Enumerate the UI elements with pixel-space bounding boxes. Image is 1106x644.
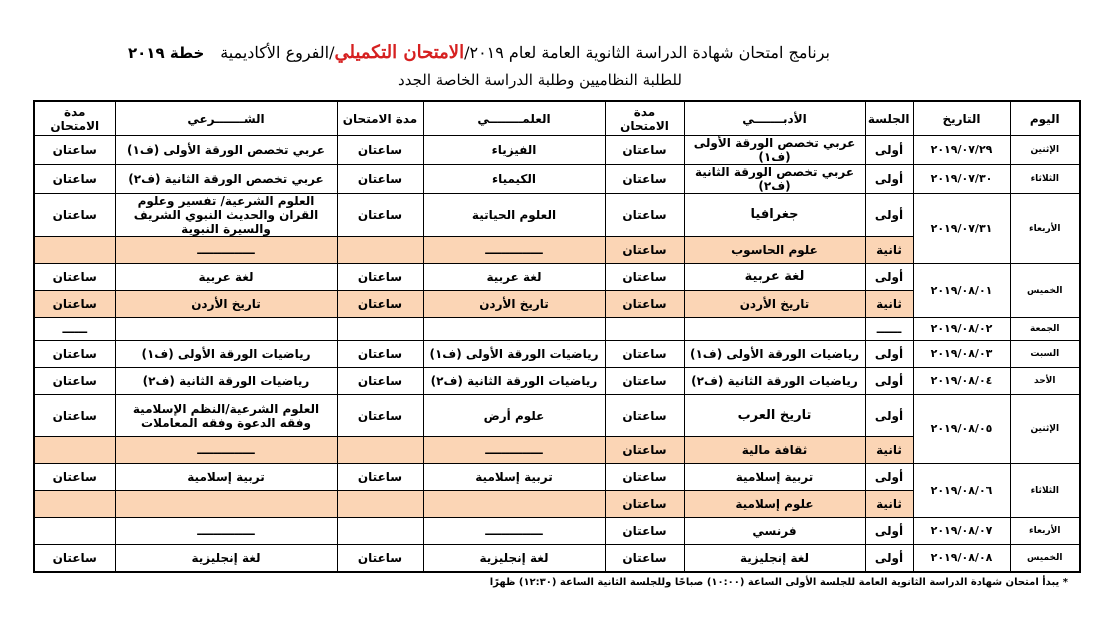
table-row	[34, 395, 1080, 437]
session-cell: أولى	[865, 464, 913, 491]
session-cell: ــــــ	[865, 318, 913, 341]
literary-subject: رياضيات الورقة الأولى (ف١)	[684, 341, 865, 368]
table-row	[34, 165, 1080, 194]
scientific-duration	[337, 518, 423, 545]
date-cell: ٢٠١٩/٠٧/٢٩	[913, 136, 1010, 165]
sharia-duration: ساعتان	[34, 194, 115, 237]
day-cell: الأحد	[1010, 368, 1080, 395]
sharia-subject	[115, 491, 337, 518]
literary-subject: جغرافيا	[684, 194, 865, 237]
session-cell: أولى	[865, 368, 913, 395]
literary-subject: لغة إنجليزية	[684, 545, 865, 572]
session-cell: أولى	[865, 395, 913, 437]
sharia-duration: ساعتان	[34, 368, 115, 395]
sharia-duration: ساعتان	[34, 165, 115, 194]
literary-duration: ساعتان	[605, 237, 684, 264]
sharia-duration	[34, 437, 115, 464]
sharia-subject: رياضيات الورقة الثانية (ف٢)	[115, 368, 337, 395]
sharia-duration: ــــــ	[34, 318, 115, 341]
scientific-subject: ــــــــــــــ	[423, 437, 605, 464]
date-cell: ٢٠١٩/٠٨/٠٧	[913, 518, 1010, 545]
sharia-subject	[115, 318, 337, 341]
sharia-duration	[34, 491, 115, 518]
scientific-duration	[337, 237, 423, 264]
table-row	[34, 368, 1080, 395]
literary-duration: ساعتان	[605, 264, 684, 291]
sharia-duration: ساعتان	[34, 264, 115, 291]
sharia-duration: ساعتان	[34, 545, 115, 572]
header-literary: الأدبـــــــي	[684, 101, 865, 136]
literary-duration: ساعتان	[605, 491, 684, 518]
scientific-duration	[337, 318, 423, 341]
scientific-duration: ساعتان	[337, 194, 423, 237]
table-row	[34, 318, 1080, 341]
date-cell: ٢٠١٩/٠٨/٠٤	[913, 368, 1010, 395]
sharia-subject: لغة إنجليزية	[115, 545, 337, 572]
session-cell: أولى	[865, 165, 913, 194]
literary-subject: ثقافة مالية	[684, 437, 865, 464]
scientific-subject: ــــــــــــــ	[423, 518, 605, 545]
day-cell: الخميس	[1010, 264, 1080, 318]
literary-subject: لغة عربية	[684, 264, 865, 291]
literary-subject: علوم إسلامية	[684, 491, 865, 518]
sharia-subject: عربي تخصص الورقة الثانية (ف٢)	[115, 165, 337, 194]
scientific-subject: لغة إنجليزية	[423, 545, 605, 572]
scientific-subject: الكيمياء	[423, 165, 605, 194]
literary-duration: ساعتان	[605, 341, 684, 368]
scientific-duration: ساعتان	[337, 264, 423, 291]
scientific-duration: ساعتان	[337, 545, 423, 572]
day-cell: الإثنين	[1010, 136, 1080, 165]
date-cell: ٢٠١٩/٠٧/٣١	[913, 194, 1010, 264]
table-row	[34, 194, 1080, 237]
literary-subject: علوم الحاسوب	[684, 237, 865, 264]
date-cell: ٢٠١٩/٠٨/٠٥	[913, 395, 1010, 464]
session-cell: أولى	[865, 518, 913, 545]
literary-duration: ساعتان	[605, 545, 684, 572]
session-cell: ثانية	[865, 437, 913, 464]
day-cell: الجمعة	[1010, 318, 1080, 341]
table-row	[34, 464, 1080, 491]
title-highlight: الامتحان التكميلي	[334, 42, 465, 63]
session-cell: ثانية	[865, 291, 913, 318]
literary-subject: رياضيات الورقة الثانية (ف٢)	[684, 368, 865, 395]
plan-label: خطة ٢٠١٩	[128, 44, 205, 62]
table-row	[34, 264, 1080, 291]
scientific-duration: ساعتان	[337, 291, 423, 318]
footnote: * يبدأ امتحان شهادة الدراسة الثانوية العامة للجلسة الأولى الساعة (١٠:٠٠) صباحًا وللجلسة الثانية الساعة (١٢:٣٠) ظهرًا	[489, 577, 1068, 588]
title-suffix: /الفروع الأكاديمية	[220, 43, 335, 62]
literary-duration: ساعتان	[605, 194, 684, 237]
table-row	[34, 518, 1080, 545]
scientific-duration: ساعتان	[337, 165, 423, 194]
header-scientific: العلمــــــــي	[423, 101, 605, 136]
literary-duration: ساعتان	[605, 437, 684, 464]
date-cell: ٢٠١٩/٠٨/٠٣	[913, 341, 1010, 368]
scientific-subject: تاريخ الأردن	[423, 291, 605, 318]
table-row	[34, 136, 1080, 165]
sharia-subject: تاريخ الأردن	[115, 291, 337, 318]
literary-subject: عربي تخصص الورقة الأولى (ف١)	[684, 136, 865, 165]
day-cell: الأربعاء	[1010, 518, 1080, 545]
header-date: التاريخ	[913, 101, 1010, 136]
session-cell: أولى	[865, 545, 913, 572]
sharia-subject: ــــــــــــــ	[115, 437, 337, 464]
scientific-duration: ساعتان	[337, 395, 423, 437]
date-cell: ٢٠١٩/٠٨/٠١	[913, 264, 1010, 318]
day-cell: الثلاثاء	[1010, 165, 1080, 194]
scientific-duration: ساعتان	[337, 136, 423, 165]
scientific-duration: ساعتان	[337, 464, 423, 491]
literary-subject: تربية إسلامية	[684, 464, 865, 491]
scientific-subject	[423, 318, 605, 341]
day-cell: السبت	[1010, 341, 1080, 368]
literary-duration: ساعتان	[605, 136, 684, 165]
scientific-subject: رياضيات الورقة الثانية (ف٢)	[423, 368, 605, 395]
document-subtitle: للطلبة النظاميين وطلبة الدراسة الخاصة الجدد	[398, 71, 682, 89]
scientific-subject: العلوم الحياتية	[423, 194, 605, 237]
scientific-subject	[423, 491, 605, 518]
title-prefix: برنامج امتحان شهادة الدراسة الثانوية العامة لعام ٢٠١٩/	[464, 43, 830, 62]
scientific-subject: لغة عربية	[423, 264, 605, 291]
scientific-subject: تربية إسلامية	[423, 464, 605, 491]
date-cell: ٢٠١٩/٠٨/٠٦	[913, 464, 1010, 518]
scientific-subject: الفيزياء	[423, 136, 605, 165]
sharia-subject: عربي تخصص الورقة الأولى (ف١)	[115, 136, 337, 165]
sharia-subject: تربية إسلامية	[115, 464, 337, 491]
sharia-duration: ساعتان	[34, 291, 115, 318]
session-cell: أولى	[865, 264, 913, 291]
day-cell: الإثنين	[1010, 395, 1080, 464]
header-day: اليوم	[1010, 101, 1080, 136]
day-cell: الثلاثاء	[1010, 464, 1080, 518]
session-cell: ثانية	[865, 237, 913, 264]
scientific-subject: ــــــــــــــ	[423, 237, 605, 264]
literary-duration: ساعتان	[605, 464, 684, 491]
sharia-subject: ــــــــــــــ	[115, 237, 337, 264]
session-cell: ثانية	[865, 491, 913, 518]
sharia-duration	[34, 518, 115, 545]
header-session: الجلسة	[865, 101, 913, 136]
scientific-duration	[337, 491, 423, 518]
header-sharia-duration: مدة الامتحان	[34, 101, 115, 136]
sharia-duration: ساعتان	[34, 341, 115, 368]
literary-subject: عربي تخصص الورقة الثانية (ف٢)	[684, 165, 865, 194]
sharia-subject: رياضيات الورقة الأولى (ف١)	[115, 341, 337, 368]
table-header-row	[34, 101, 1080, 136]
sharia-subject: ــــــــــــــ	[115, 518, 337, 545]
scientific-subject: علوم أرض	[423, 395, 605, 437]
sharia-subject: العلوم الشرعية/ تفسير وعلوم القران والحديث النبوي الشريف والسيرة النبوية	[115, 194, 337, 237]
literary-duration: ساعتان	[605, 291, 684, 318]
literary-subject: تاريخ العرب	[684, 395, 865, 437]
session-cell: أولى	[865, 341, 913, 368]
exam-schedule-table	[33, 100, 1081, 573]
date-cell: ٢٠١٩/٠٨/٠٨	[913, 545, 1010, 572]
literary-duration: ساعتان	[605, 368, 684, 395]
sharia-subject: لغة عربية	[115, 264, 337, 291]
day-cell: الخميس	[1010, 545, 1080, 572]
literary-duration: ساعتان	[605, 165, 684, 194]
sharia-duration	[34, 237, 115, 264]
literary-subject: تاريخ الأردن	[684, 291, 865, 318]
literary-subject: فرنسي	[684, 518, 865, 545]
sharia-duration: ساعتان	[34, 395, 115, 437]
session-cell: أولى	[865, 194, 913, 237]
literary-subject	[684, 318, 865, 341]
session-cell: أولى	[865, 136, 913, 165]
header-sharia: الشـــــــرعي	[115, 101, 337, 136]
table-row	[34, 341, 1080, 368]
scientific-duration	[337, 437, 423, 464]
scientific-subject: رياضيات الورقة الأولى (ف١)	[423, 341, 605, 368]
scientific-duration: ساعتان	[337, 368, 423, 395]
sharia-duration: ساعتان	[34, 136, 115, 165]
table-row	[34, 545, 1080, 572]
date-cell: ٢٠١٩/٠٨/٠٢	[913, 318, 1010, 341]
literary-duration: ساعتان	[605, 395, 684, 437]
header-literary-duration: مدة الامتحان	[605, 101, 684, 136]
header-scientific-duration: مدة الامتحان	[337, 101, 423, 136]
literary-duration: ساعتان	[605, 518, 684, 545]
date-cell: ٢٠١٩/٠٧/٣٠	[913, 165, 1010, 194]
sharia-subject: العلوم الشرعية/النظم الإسلامية وفقه الدعوة وفقه المعاملات	[115, 395, 337, 437]
scientific-duration: ساعتان	[337, 341, 423, 368]
sharia-duration: ساعتان	[34, 464, 115, 491]
document-title	[220, 42, 830, 63]
day-cell: الأربعاء	[1010, 194, 1080, 264]
literary-duration	[605, 318, 684, 341]
